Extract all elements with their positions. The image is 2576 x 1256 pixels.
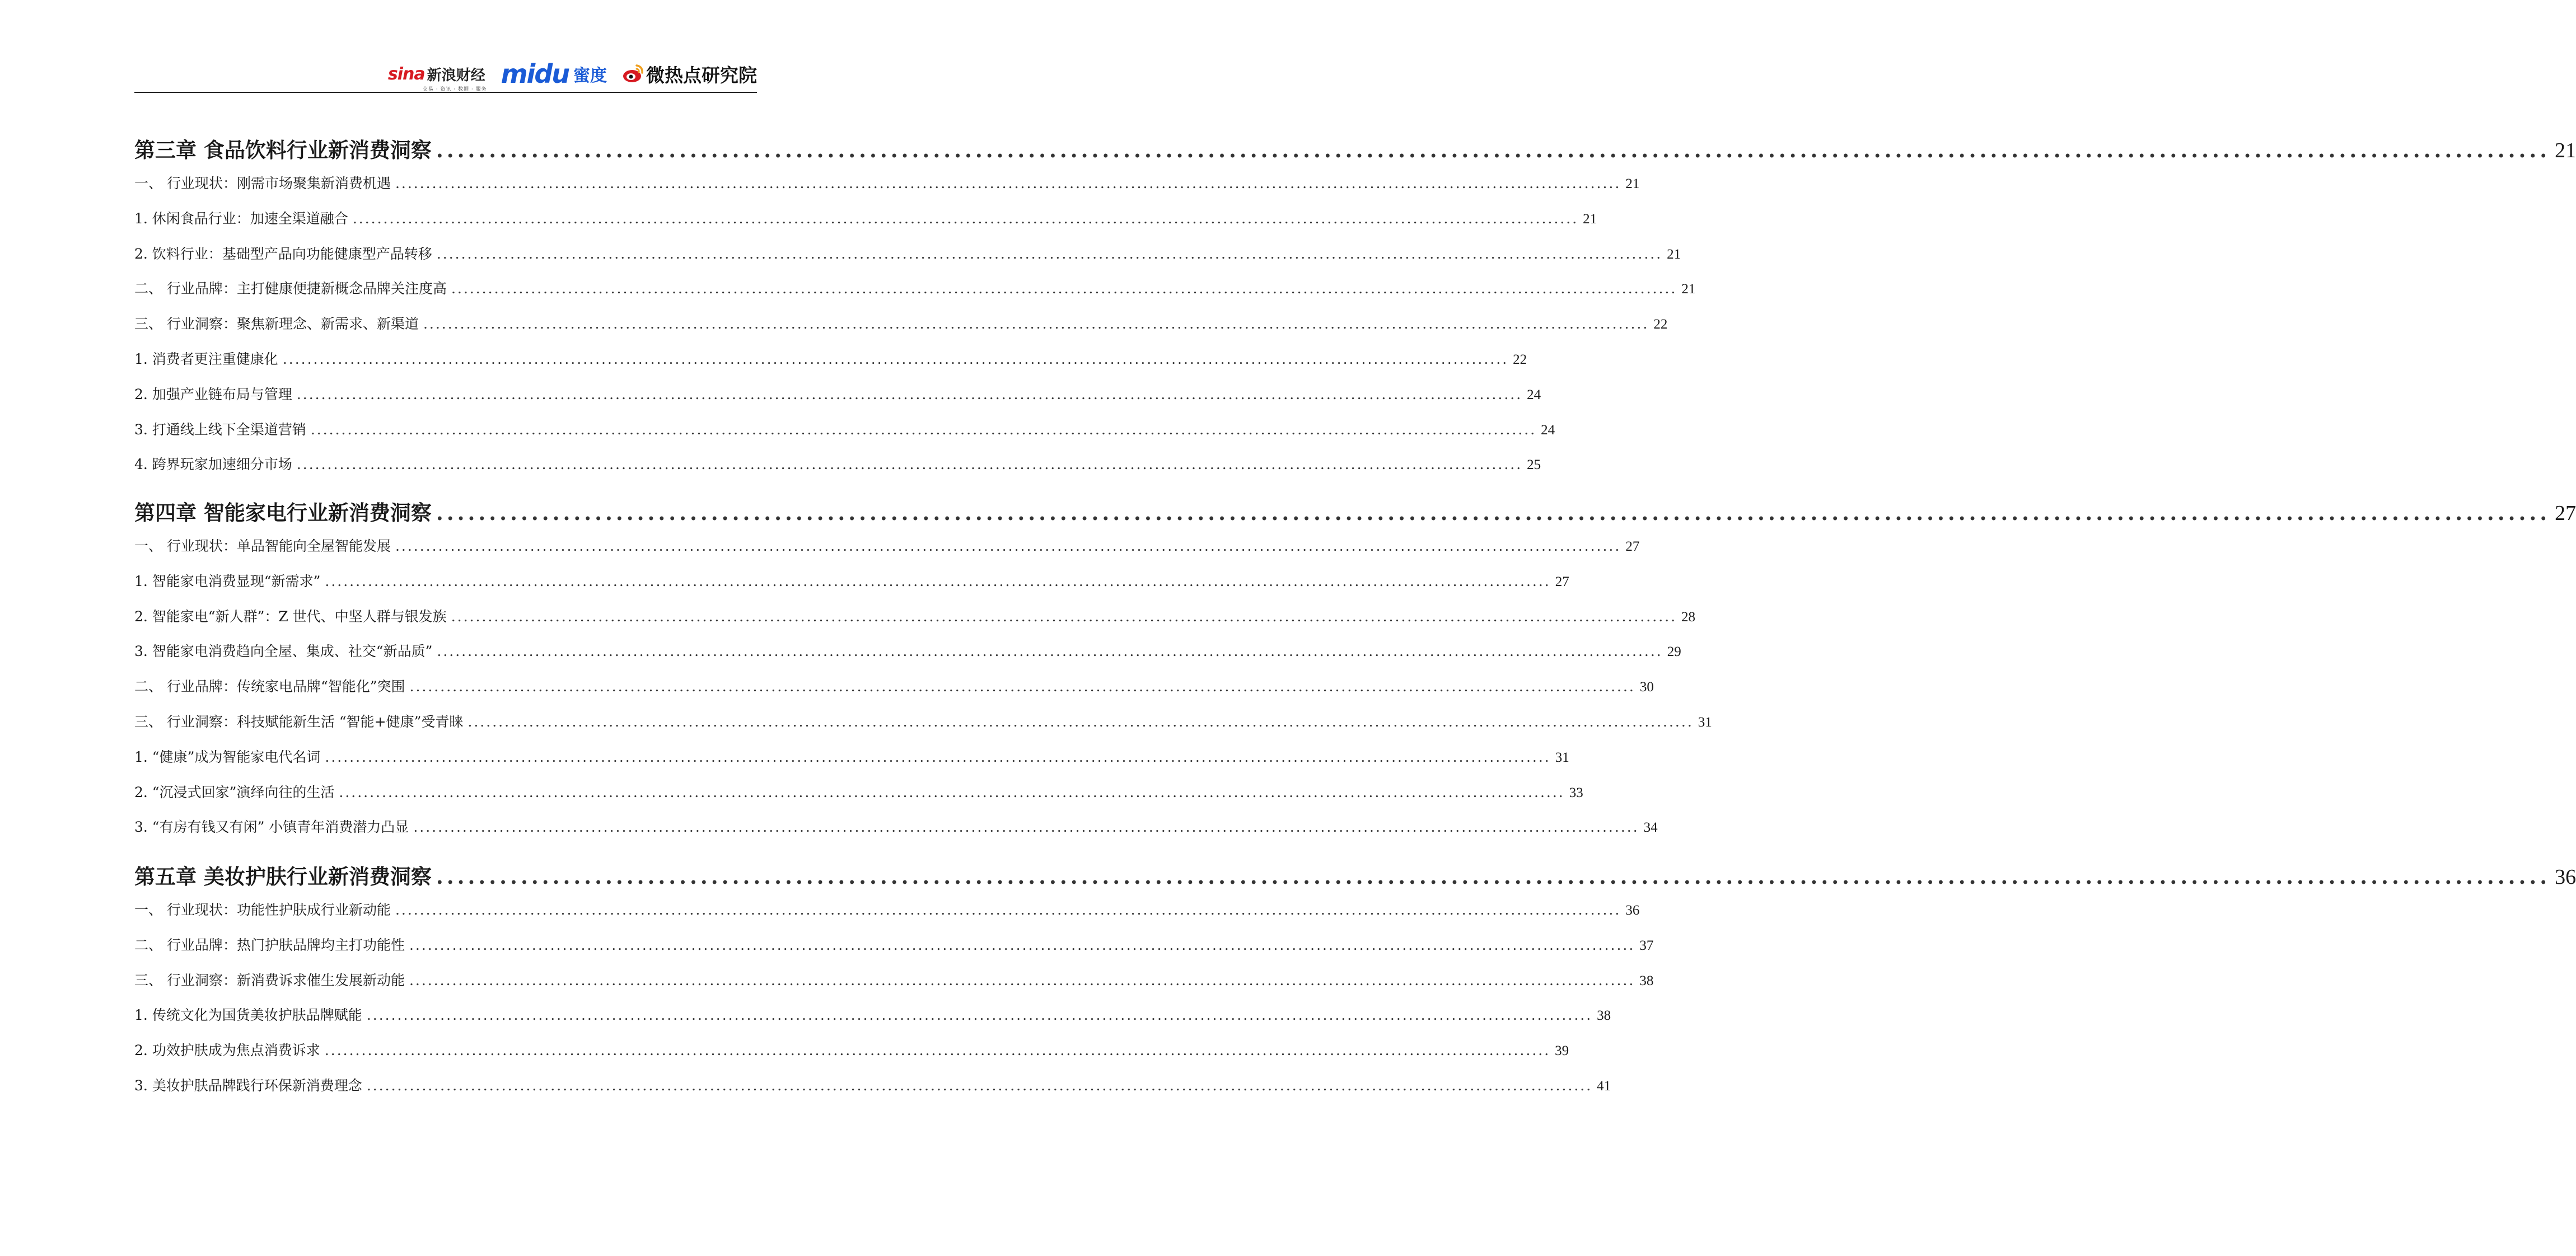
dot-leader: ........................................................................................................................................................................................................ (395, 902, 1621, 918)
toc-title: 一、 行业现状：功能性护肤成行业新动能 (134, 902, 391, 918)
toc-title: 三、 行业洞察：科技赋能新生活 “智能+健康”受青睐 (134, 714, 464, 730)
toc-page-number: 22 (1653, 317, 1668, 332)
toc-item[interactable] (134, 816, 1658, 838)
toc-item[interactable] (134, 1075, 1611, 1097)
toc-title: 三、 行业洞察：新消费诉求催生发展新动能 (134, 972, 405, 988)
toc-page-number: 21 (1625, 176, 1640, 191)
toc-item[interactable] (134, 640, 1681, 663)
toc-page-number: 36 (2555, 865, 2576, 889)
toc-page-number: 30 (1639, 679, 1654, 695)
toc-item[interactable] (134, 969, 1654, 992)
toc-page-number: 28 (1681, 609, 1696, 625)
toc-title: 3. “有房有钱又有闲” 小镇青年消费潜力凸显 (134, 819, 409, 836)
toc-item[interactable] (134, 676, 1654, 698)
toc-page-number: 21 (1667, 246, 1681, 262)
toc-title: 1. 消费者更注重健康化 (134, 351, 278, 367)
toc-item[interactable] (134, 606, 1696, 628)
dot-leader: ........................................................................................................................................................................................................ (409, 936, 1635, 953)
dot-leader: ........................................................................................................................................................................................................ (325, 748, 1551, 765)
toc-item[interactable] (134, 453, 1541, 476)
toc-item[interactable] (134, 313, 1668, 335)
toc-page-number: 41 (1597, 1079, 1611, 1094)
toc-page-number: 27 (1625, 539, 1640, 554)
dot-leader: ........................................................................................................................................................................................................ (467, 714, 1694, 730)
dot-leader: ........................................................................................................................................................................................................ (339, 784, 1565, 800)
dot-leader: ........................................................................................................................................................................................................ (451, 280, 1677, 297)
dot-leader: ........................................................................................................................................................................................................ (436, 864, 2551, 889)
sina-name: 新浪财经 (427, 67, 485, 84)
toc-item[interactable] (134, 348, 1527, 371)
sina-finance-logo (387, 64, 487, 92)
toc-title: 3. 打通线上线下全渠道营销 (134, 421, 306, 438)
toc-page-number: 27 (1555, 574, 1569, 589)
sina-mark: sina (387, 64, 425, 84)
toc-page-number: 25 (1527, 457, 1541, 473)
dot-leader: ........................................................................................................................................................................................................ (366, 1007, 1593, 1024)
toc-page-number: 21 (2555, 139, 2576, 162)
toc-page-number: 27 (2555, 502, 2576, 525)
toc-title: 一、 行业现状：刚需市场聚集新消费机遇 (134, 175, 391, 191)
toc-item[interactable] (134, 746, 1569, 768)
toc-title: 第三章 食品饮料行业新消费洞察 (134, 138, 432, 162)
toc-page-number: 21 (1681, 282, 1696, 297)
weibo-research-logo (621, 61, 757, 87)
toc-item[interactable] (134, 1004, 1611, 1027)
toc-item[interactable] (134, 278, 1696, 300)
weibo-eye-icon (621, 62, 645, 86)
toc-item[interactable] (134, 570, 1569, 593)
toc-page-number: 37 (1639, 938, 1654, 953)
dot-leader: ........................................................................................................................................................................................................ (395, 538, 1621, 554)
toc-page-number: 22 (1513, 352, 1527, 367)
toc-chapter[interactable] (134, 861, 2576, 892)
toc-title: 2. “沉浸式回家”演绎向往的生活 (134, 784, 335, 800)
dot-leader: ........................................................................................................................................................................................................ (296, 456, 1523, 473)
toc-item[interactable] (134, 535, 1640, 557)
toc-page-number: 24 (1541, 422, 1555, 438)
toc-item[interactable] (134, 383, 1541, 406)
toc-title: 2. 饮料行业：基础型产品向功能健康型产品转移 (134, 245, 432, 262)
dot-leader: ........................................................................................................................................................................................................ (366, 1077, 1593, 1094)
midu-word: midu (501, 59, 569, 89)
toc-page-number: 34 (1643, 820, 1658, 836)
weibo-research-name: 微热点研究院 (646, 64, 757, 86)
toc-page-number: 24 (1527, 387, 1541, 402)
toc-item[interactable] (134, 899, 1640, 921)
dot-leader: ........................................................................................................................................................................................................ (436, 138, 2551, 162)
toc-title: 三、 行业洞察：聚焦新理念、新需求、新渠道 (134, 316, 419, 332)
toc-page-number: 36 (1625, 903, 1640, 918)
toc-title: 第五章 美妆护肤行业新消费洞察 (134, 865, 432, 889)
dot-leader: ........................................................................................................................................................................................................ (395, 175, 1621, 191)
toc-item[interactable] (134, 781, 1583, 804)
midu-cn: 蜜度 (573, 66, 607, 86)
dot-leader: ........................................................................................................................................................................................................ (423, 316, 1649, 332)
toc-title: 4. 跨界玩家加速细分市场 (134, 456, 292, 473)
toc-item[interactable] (134, 208, 1597, 230)
toc-title: 1. 休闲食品行业：加速全渠道融合 (134, 210, 348, 227)
toc-item[interactable] (134, 172, 1640, 195)
toc-page-number: 31 (1555, 749, 1569, 765)
toc-title: 二、 行业品牌：主打健康便捷新概念品牌关注度高 (134, 280, 447, 297)
partner-logos (387, 59, 757, 92)
toc-chapter[interactable] (134, 497, 2576, 528)
toc-page-number: 31 (1698, 715, 1712, 730)
toc-title: 3. 美妆护肤品牌践行环保新消费理念 (134, 1077, 362, 1094)
dot-leader: ........................................................................................................................................................................................................ (324, 1042, 1551, 1059)
sina-tagline: 交易 · 资讯 · 数据 · 服务 (422, 86, 487, 92)
toc-title: 1. 智能家电消费显现“新需求” (134, 573, 321, 589)
toc-title: 二、 行业品牌：传统家电品牌“智能化”突围 (134, 678, 405, 695)
toc-page-number: 38 (1597, 1008, 1611, 1024)
toc-title: 3. 智能家电消费趋向全屋、集成、社交“新品质” (134, 643, 433, 660)
toc-title: 第四章 智能家电行业新消费洞察 (134, 501, 432, 525)
dot-leader: ........................................................................................................................................................................................................ (409, 678, 1635, 695)
toc-title: 2. 加强产业链布局与管理 (134, 386, 292, 402)
dot-leader: ........................................................................................................................................................................................................ (413, 819, 1639, 836)
toc-title: 二、 行业品牌：热门护肤品牌均主打功能性 (134, 936, 405, 953)
dot-leader: ........................................................................................................................................................................................................ (325, 573, 1551, 589)
page-header (134, 56, 757, 93)
dot-leader: ........................................................................................................................................................................................................ (409, 972, 1635, 988)
toc-item[interactable] (134, 934, 1654, 957)
toc-page-number: 29 (1667, 644, 1681, 660)
toc-page-number: 39 (1555, 1043, 1569, 1059)
toc-item[interactable] (134, 711, 1712, 733)
dot-leader: ........................................................................................................................................................................................................ (437, 643, 1663, 660)
toc-page-number: 33 (1569, 785, 1583, 800)
toc-title: 2. 功效护肤成为焦点消费诉求 (134, 1042, 320, 1059)
toc-chapter[interactable] (134, 134, 2576, 166)
toc-title: 1. “健康”成为智能家电代名词 (134, 748, 321, 765)
dot-leader: ........................................................................................................................................................................................................ (451, 608, 1677, 625)
dot-leader: ........................................................................................................................................................................................................ (352, 210, 1579, 227)
toc-title: 1. 传统文化为国货美妆护肤品牌赋能 (134, 1007, 362, 1024)
toc-item[interactable] (134, 243, 1681, 265)
dot-leader: ........................................................................................................................................................................................................ (436, 245, 1663, 262)
dot-leader: ........................................................................................................................................................................................................ (296, 386, 1523, 402)
toc-title: 2. 智能家电“新人群”：Z 世代、中坚人群与银发族 (134, 608, 447, 625)
midu-logo (501, 61, 607, 87)
dot-leader: ........................................................................................................................................................................................................ (282, 351, 1509, 367)
toc-item[interactable] (134, 1039, 1569, 1062)
toc-page-number: 38 (1639, 973, 1654, 988)
toc-item[interactable] (134, 419, 1555, 441)
dot-leader: ........................................................................................................................................................................................................ (436, 500, 2551, 525)
toc-title: 一、 行业现状：单品智能向全屋智能发展 (134, 538, 391, 554)
toc-page-number: 21 (1583, 211, 1597, 227)
dot-leader: ........................................................................................................................................................................................................ (310, 421, 1537, 438)
